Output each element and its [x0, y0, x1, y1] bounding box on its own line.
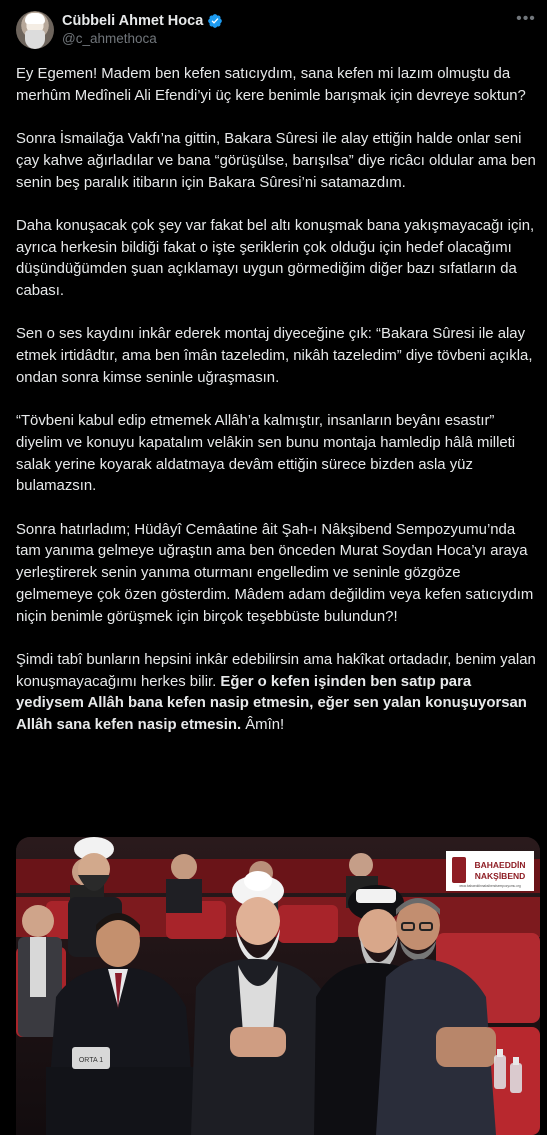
- author-name-row[interactable]: [62, 11, 223, 31]
- avatar-beard: [25, 30, 45, 49]
- seat-tag-text: ORTA 1: [78, 1057, 104, 1064]
- tweet-paragraph-3: Daha konuşacak çok şey var fakat bel altı konuşmak bana yakışmayacağı için, ayrıca herkesin bildiği fakat o işte şeriklerin çok olduğu için hedef olacağımı düşündüğümden şuan açıklamayı uygun görmediğim diğer bazı sıfatların da cabası.: [16, 217, 535, 299]
- tweet-paragraph-7-end: Âmîn!: [241, 717, 285, 733]
- event-logo: [446, 851, 534, 891]
- avatar[interactable]: [16, 11, 54, 49]
- tweet-media-photo[interactable]: [16, 837, 540, 1135]
- tweet-paragraph-4: Sen o ses kaydını inkâr ederek montaj diyeceğine çık: “Bakara Sûresi ile alay etmek irtidâdtır, ama ben îmân tazeledim, nikâh tazeledim” diye tövbeni açıkla, ondan sonra kimse seninle uğraşmasın.: [16, 326, 533, 386]
- logo-emblem-icon: [452, 857, 466, 883]
- logo-line-2: NAKŞİBEND: [474, 871, 526, 881]
- tweet-paragraph-7-normal: Şimdi tabî bunların hepsini inkâr edebilirsin ama hakîkat ortadadır, benim yalan konuşmayacağımı herkes bilir.: [16, 651, 536, 690]
- tweet-header: [0, 0, 547, 60]
- tweet-paragraph-5: “Tövbeni kabul edip etmemek Allâh’a kalmıştır, insanların beyânı esastır” diyelim ve konuyu kapatalım velâkin sen bunu montaja hamledip hâlâ milleti salak yerine koyarak aldatmaya devâm ettiğin sürece bizden asla yüz bulamazsın.: [16, 413, 516, 495]
- tweet-text: [16, 64, 536, 758]
- avatar-cap: [25, 13, 45, 24]
- logo-line-1: BAHAEDDİN: [474, 860, 526, 870]
- verified-badge-icon: [207, 13, 223, 29]
- author-display-name[interactable]: Cübbeli Ahmet Hoca: [62, 13, 204, 29]
- logo-url: www.bahaeddinnaksibendsempozyumu.org: [459, 884, 521, 888]
- more-options-icon[interactable]: •••: [516, 10, 536, 27]
- photo-illustration: [16, 837, 540, 1135]
- tweet-paragraph-7: [16, 650, 536, 737]
- tweet-paragraph-6: Sonra hatırladım; Hüdâyî Cemâatine âit Şah-ı Nâkşibend Sempozyumu’nda tam yanıma gelmeye uğraştın ama ben önceden Murat Soydan Hoca’yı araya yerleştirerek senin yanıma oturmanı engelledim ve seninle gözgöze gelmemeye çok özen gösterdim. Mâdem adam değildim veya kefen satıcıydım niçin benimle görüşmek için birçok teşebbüste bulundun?!: [16, 521, 534, 625]
- author-handle[interactable]: @c_ahmethoca: [62, 31, 157, 46]
- tweet-paragraph-1: Ey Egemen! Madem ben kefen satıcıydım, sana kefen mi lazım olmuştu da merhûm Medîneli Ali Efendi’yi üç kere benimle barışmak için devreye soktun?: [16, 66, 526, 104]
- tweet-paragraph-2: Sonra İsmailağa Vakfı’na gittin, Bakara Sûresi ile alay ettiğin halde onlar seni çay kahve ağırladılar ve bana “görüşülse, barışılsa” diye ricâcı oldular ama ben senin beş paralık itibarın için Bakara Sûresi’ni satamazdım.: [16, 131, 536, 191]
- tweet-paragraph-7-bold: Eğer o kefen işinden ben satıp para yediysem Allâh bana kefen nasip etmesin, eğer sen yalan konuşuyorsan Allâh sana kefen nasip etmesin.: [16, 673, 527, 733]
